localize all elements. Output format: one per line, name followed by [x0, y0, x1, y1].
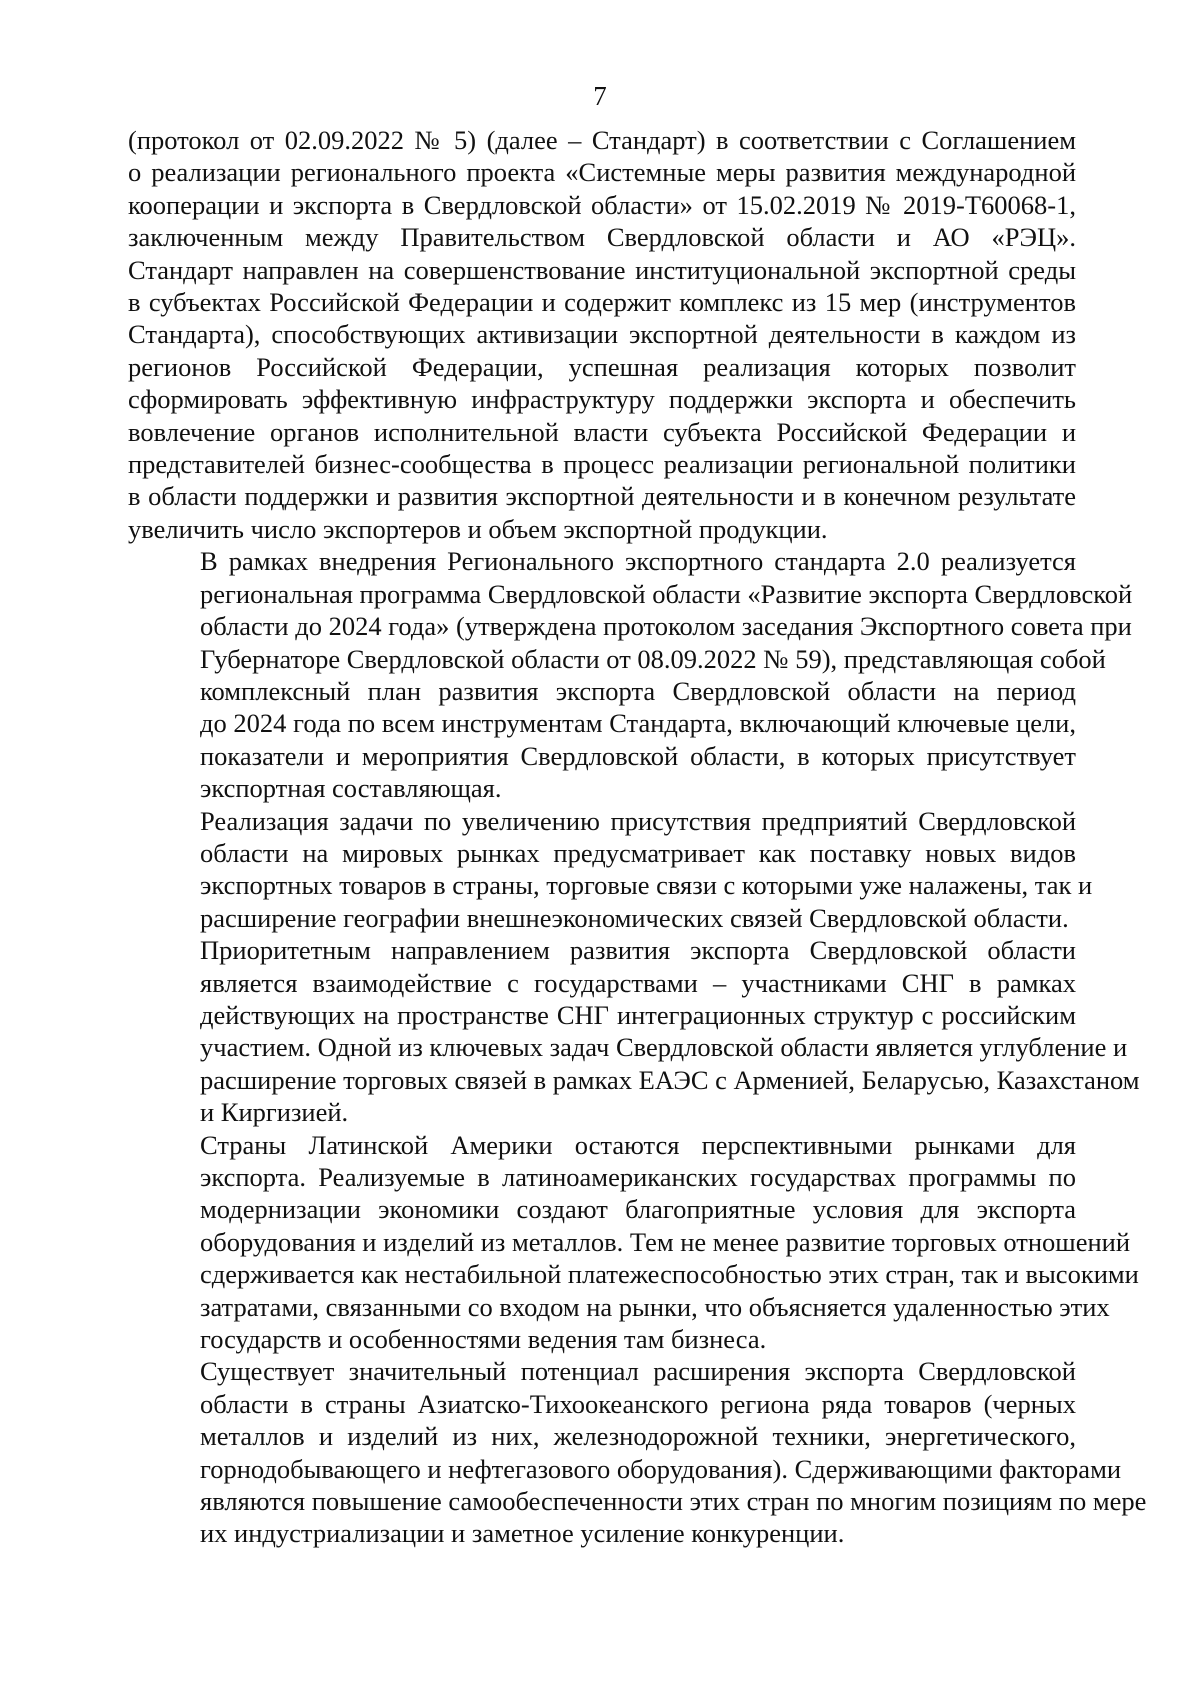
text-line: и Киргизией. [200, 1097, 349, 1128]
text-line: Стандарта), способствующих активизации экспортной деятельности в каждом из [128, 319, 1076, 350]
text-line: о реализации регионального проекта «Системные меры развития международной [128, 157, 1076, 188]
text-line: экспорта. Реализуемые в латиноамериканских государствах программы по [200, 1162, 1076, 1192]
text-line: модернизации экономики создают благоприятные условия для экспорта [200, 1194, 1076, 1225]
text-line: действующих на пространстве СНГ интеграционных структур с российским [200, 999, 1076, 1030]
text-line: до 2024 года по всем инструментам Стандарта, включающий ключевые цели, [200, 708, 1076, 739]
text-line: горнодобывающего и нефтегазового оборудования). Сдерживающими факторами [200, 1453, 1122, 1484]
text-line: В рамках внедрения Регионального экспортного стандарта 2.0 реализуется [200, 546, 1076, 577]
text-line: увеличить число экспортеров и объем экспортной продукции. [128, 513, 828, 544]
text-line: показатели и мероприятия Свердловской области, в которых присутствует [200, 740, 1076, 771]
paragraph-1 [128, 124, 1076, 545]
text-line: области на мировых рынках предусматривает как поставку новых видов [200, 837, 1076, 868]
text-line: оборудования и изделий из металлов. Тем не менее развитие торговых отношений [200, 1226, 1130, 1257]
text-line: экспортных товаров в страны, торговые связи с которыми уже налажены, так и [200, 870, 1093, 901]
text-line: Существует значительный потенциал расширения экспорта Свердловской [200, 1356, 1076, 1387]
text-line: государств и особенностями ведения там бизнеса. [200, 1324, 767, 1355]
text-line: расширение торговых связей в рамках ЕАЭС с Арменией, Беларусью, Казахстаном [200, 1064, 1140, 1095]
paragraph-4 [128, 934, 1140, 1128]
document-body [128, 124, 1147, 1550]
text-line: Губернаторе Свердловской области от 08.09.2022 № 59), представляющая собой [200, 643, 1106, 674]
text-line: (протокол от 02.09.2022 № 5) (далее – Стандарт) в соответствии с Соглашением [128, 125, 1076, 155]
page-number: 7 [593, 81, 607, 111]
text-line: вовлечение органов исполнительной власти субъекта Российской Федерации и [128, 416, 1076, 447]
text-line: заключенным между Правительством Свердловской области и АО «РЭЦ». [128, 222, 1076, 253]
text-line: сформировать эффективную инфраструктуру поддержки экспорта и обеспечить [128, 384, 1076, 415]
text-line: кооперации и экспорта в Свердловской области» от 15.02.2019 № 2019-Т60068-1, [128, 189, 1076, 220]
text-line: регионов Российской Федерации, успешная реализация которых позволит [128, 351, 1076, 382]
text-line: затратами, связанными со входом на рынки, что объясняется удаленностью этих [200, 1291, 1110, 1322]
text-line: сдерживается как нестабильной платежеспособностью этих стран, так и высокими [200, 1259, 1139, 1290]
text-line: их индустриализации и заметное усиление конкуренции. [200, 1518, 845, 1549]
text-line: региональная программа Свердловской области «Развитие экспорта Свердловской [200, 578, 1133, 609]
text-line: Стандарт направлен на совершенствование институциональной экспортной среды [128, 254, 1076, 285]
text-line: комплексный план развития экспорта Свердловской области на период [200, 675, 1076, 706]
text-line: является взаимодействие с государствами – участниками СНГ в рамках [200, 967, 1076, 998]
text-line: экспортная составляющая. [200, 773, 502, 804]
paragraph-3 [128, 805, 1093, 935]
text-line: в области поддержки и развития экспортной деятельности и в конечном результате [128, 481, 1076, 512]
text-line: в субъектах Российской Федерации и содержит комплекс из 15 мер (инструментов [128, 287, 1076, 318]
text-line: являются повышение самообеспеченности этих стран по многим позициям по мере [200, 1486, 1147, 1517]
text-line: участием. Одной из ключевых задач Свердловской области является углубление и [200, 1032, 1128, 1063]
paragraph-6 [128, 1355, 1147, 1549]
text-line: металлов и изделий из них, железнодорожной техники, энергетического, [200, 1421, 1076, 1452]
text-line: Страны Латинской Америки остаются перспективными рынками для [200, 1129, 1076, 1160]
text-line: области до 2024 года» (утверждена протоколом заседания Экспортного совета при [200, 611, 1132, 642]
text-line: Реализация задачи по увеличению присутствия предприятий Свердловской [200, 805, 1076, 836]
text-line: представителей бизнес-сообщества в процесс реализации региональной политики [128, 449, 1076, 480]
text-line: области в страны Азиатско-Тихоокеанского региона ряда товаров (черных [200, 1388, 1076, 1419]
text-line: расширение географии внешнеэкономических связей Свердловской области. [200, 902, 1069, 933]
paragraph-5 [128, 1129, 1139, 1356]
text-line: Приоритетным направлением развития экспорта Свердловской области [200, 935, 1076, 966]
paragraph-2 [128, 545, 1133, 804]
